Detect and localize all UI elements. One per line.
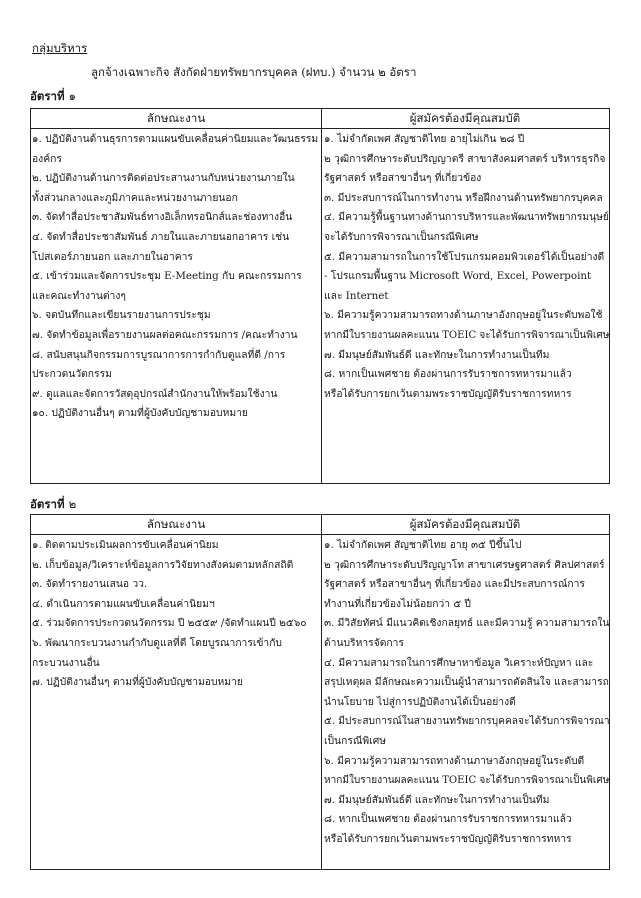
position-2-table-header — [31, 515, 609, 535]
position-2-table — [30, 514, 610, 870]
duty-line: ๒. เก็บข้อมูล/วิเคราะห์ข้อมูลการวิจัยทางสังคมตามหลักสถิติ — [32, 558, 294, 571]
qualifications-column-header: ผู้สมัครต้องมีคุณสมบัติ — [409, 517, 521, 531]
column-divider — [321, 515, 322, 869]
duties-column-header: ลักษณะงาน — [146, 517, 206, 531]
group-title: กลุ่มบริหาร — [32, 41, 88, 55]
duty-line: ๔. ดำเนินการตามแผนขับเคลื่อนค่านิยมฯ — [32, 597, 215, 610]
duty-line: ๕. เข้าร่วมและจัดการประชุม E-Meeting กับ คณะกรรมการ — [32, 270, 302, 283]
qualification-line: เป็นกรณีพิเศษ — [324, 734, 387, 747]
qualification-line: นำนโยบาย ไปสู่การปฏิบัติงานได้เป็นอย่างดี — [324, 695, 516, 708]
qualification-line: ด้านบริหารจัดการ — [324, 636, 404, 649]
qualification-line: หากมีใบรายงานผลคะแนน TOEIC จะได้รับการพิจารณาเป็นพิเศษ — [324, 328, 610, 341]
position-2-qualifications-list — [324, 536, 609, 850]
qualification-line: หากมีใบรายงานผลคะแนน TOEIC จะได้รับการพิจารณาเป็นพิเศษ — [324, 774, 610, 787]
duty-line: ประกวดนวัตกรรม — [32, 368, 112, 381]
qualification-line: ๘. หากเป็นเพศชาย ต้องผ่านการรับราชการทหารมาแล้ว — [324, 813, 572, 826]
qualification-line: และ Internet — [324, 289, 389, 302]
qualifications-column-header: ผู้สมัครต้องมีคุณสมบัติ — [409, 111, 521, 125]
duty-line: ๗. ปฏิบัติงานอื่นๆ ตามที่ผู้บังคับบัญชามอบหมาย — [32, 676, 243, 689]
qualification-line: ๖. มีความรู้ความสามารถทางด้านภาษาอังกฤษอยู่ในระดับพอใช้ — [324, 309, 603, 322]
duty-line: ๕. ร่วมจัดการประกวดนวัตกรรม ปี ๒๕๕๙ /จัดทำแผนปี ๒๕๖๐ — [32, 617, 307, 630]
qualification-line: ๑. ไม่จำกัดเพศ สัญชาติไทย อายุไม่เกิน ๒๘ ปี — [324, 133, 525, 145]
qualification-line: หรือได้รับการยกเว้นตามพระราชบัญญัติรับราชการทหาร — [324, 387, 572, 400]
column-divider — [321, 109, 322, 483]
qualification-line: ๖. มีความรู้ความสามารถทางด้านภาษาอังกฤษอยู่ในระดับดี — [324, 754, 585, 767]
qualification-line: ๑. ไม่จำกัดเพศ สัญชาติไทย อายุ ๓๕ ปีขึ้นไป — [324, 539, 522, 551]
position-1-number: ๑ — [68, 89, 76, 103]
position-2-duties-list — [32, 536, 320, 693]
duty-line: ๙. ดูแลและจัดการวัสดุอุปกรณ์สำนักงานให้พร้อมใช้งาน — [32, 387, 278, 400]
qualification-line: ๕. มีความสามารถในการใช้โปรแกรมคอมพิวเตอร์ได้เป็นอย่างดี — [324, 250, 605, 263]
duty-line: ๒. ปฏิบัติงานด้านการติดต่อประสานงานกับหน่วยงานภายใน — [32, 172, 295, 185]
qualification-line: หรือได้รับการยกเว้นตามพระราชบัญญัติรับราชการทหาร — [324, 832, 572, 845]
duty-line: ๘. สนับสนุนกิจกรรมการบูรณาการการกำกับดูแลที่ดี /การ — [32, 348, 286, 361]
qualification-line: ๓. มีประสบการณ์ในการทำงาน หรือฝึกงานด้านทรัพยากรบุคคล — [324, 191, 603, 204]
qualification-line: ๓. มีวิสัยทัศน์ มีแนวคิดเชิงกลยุทธ์ และมีความรู้ ความสามารถใน — [324, 617, 610, 630]
duty-line: ๑. ติดตามประเมินผลการขับเคลื่อนค่านิยม — [32, 539, 219, 551]
duty-line: โปสเตอร์ภายนอก และภายในอาคาร — [32, 250, 193, 263]
position-1-table-header — [31, 109, 609, 129]
qualification-line: ๗. มีมนุษย์สัมพันธ์ดี และทักษะในการทำงานเป็นทีม — [324, 793, 550, 806]
qualification-line: ๒ วุฒิการศึกษาระดับปริญญาตรี สาขาสังคมศาสตร์ บริหารธุรกิจ — [324, 152, 606, 165]
qualification-line: รัฐศาสตร์ หรือสาขาอื่นๆ ที่เกี่ยวข้อง — [324, 172, 482, 185]
duty-line: ๖. จดบันทึกและเขียนรายงานการประชุม — [32, 309, 211, 322]
duty-line: ๓. จัดทำสื่อประชาสัมพันธ์ทางอิเล็กทรอนิกส์และช่องทางอื่น — [32, 211, 293, 224]
qualification-line: ๒ วุฒิการศึกษาระดับปริญญาโท สาขาเศรษฐศาสตร์ ศิลปศาสตร์ — [324, 558, 605, 571]
position-1-title — [30, 88, 76, 106]
qualification-line: ๔. มีความรู้พื้นฐานทางด้านการบริหารและพัฒนาทรัพยากรมนุษย์ — [324, 211, 609, 224]
qualification-line: สรุปเหตุผล มีลักษณะความเป็นผู้นำสามารถตัดสินใจ และสามารถ — [324, 676, 609, 689]
qualification-line: ทำงานที่เกี่ยวข้องไม่น้อยกว่า ๕ ปี — [324, 597, 471, 610]
duty-line: ๔. จัดทำสื่อประชาสัมพันธ์ ภายในและภายนอกอาคาร เช่น — [32, 230, 290, 243]
qualification-line: ๘. หากเป็นเพศชาย ต้องผ่านการรับราชการทหารมาแล้ว — [324, 368, 572, 381]
duty-line: กระบวนงานอื่น — [32, 656, 100, 669]
qualification-line: จะได้รับการพิจารณาเป็นกรณีพิเศษ — [324, 230, 479, 243]
position-2-number: ๒ — [68, 497, 77, 511]
duty-line: ๖. พัฒนากระบวนงานกำกับดูแลที่ดี โดยบูรณาการเข้ากับ — [32, 636, 282, 649]
position-2-title — [30, 496, 76, 514]
position-1-table — [30, 108, 610, 484]
qualification-line: - โปรแกรมพื้นฐาน Microsoft Word, Excel, Powerpoint — [324, 270, 592, 283]
duty-line: องค์กร — [32, 152, 62, 165]
duties-column-header: ลักษณะงาน — [146, 111, 206, 125]
qualification-line: ๗. มีมนุษย์สัมพันธ์ดี และทักษะในการทำงานเป็นทีม — [324, 348, 550, 361]
duty-line: และคณะทำงานต่างๆ — [32, 289, 126, 302]
qualification-line: ๕. มีประสบการณ์ในสายงานทรัพยากรบุคคลจะได้รับการพิจารณา — [324, 715, 610, 728]
duty-line: ทั้งส่วนกลางและภูมิภาคและหน่วยงานภายนอก — [32, 191, 238, 204]
qualification-line: รัฐศาสตร์ หรือสาขาอื่นๆ ที่เกี่ยวข้อง และมีประสบการณ์การ — [324, 578, 585, 591]
document-subtitle: ลูกจ้างเฉพาะกิจ สังกัดฝ่ายทรัพยากรบุคคล (ฝทบ.) จำนวน ๒ อัตรา — [91, 65, 417, 79]
duty-line: ๑๐. ปฏิบัติงานอื่นๆ ตามที่ผู้บังคับบัญชามอบหมาย — [32, 407, 248, 420]
position-1-duties-list — [32, 130, 320, 424]
duty-line: ๓. จัดทำรายงานเสนอ วว. — [32, 578, 148, 591]
position-1-label: อัตราที่ — [30, 89, 65, 103]
position-2-label: อัตราที่ — [30, 497, 65, 511]
duty-line: ๗. จัดทำข้อมูลเพื่อรายงานผลต่อคณะกรรมการ /คณะทำงาน — [32, 328, 298, 341]
qualification-line: ๔. มีความสามารถในการศึกษาหาข้อมูล วิเคราะห์ปัญหา และ — [324, 656, 594, 669]
duty-line: ๑. ปฏิบัติงานด้านธุรการตามแผนขับเคลื่อนค่านิยมและวัฒนธรรม — [32, 133, 319, 145]
position-1-qualifications-list — [324, 130, 609, 404]
